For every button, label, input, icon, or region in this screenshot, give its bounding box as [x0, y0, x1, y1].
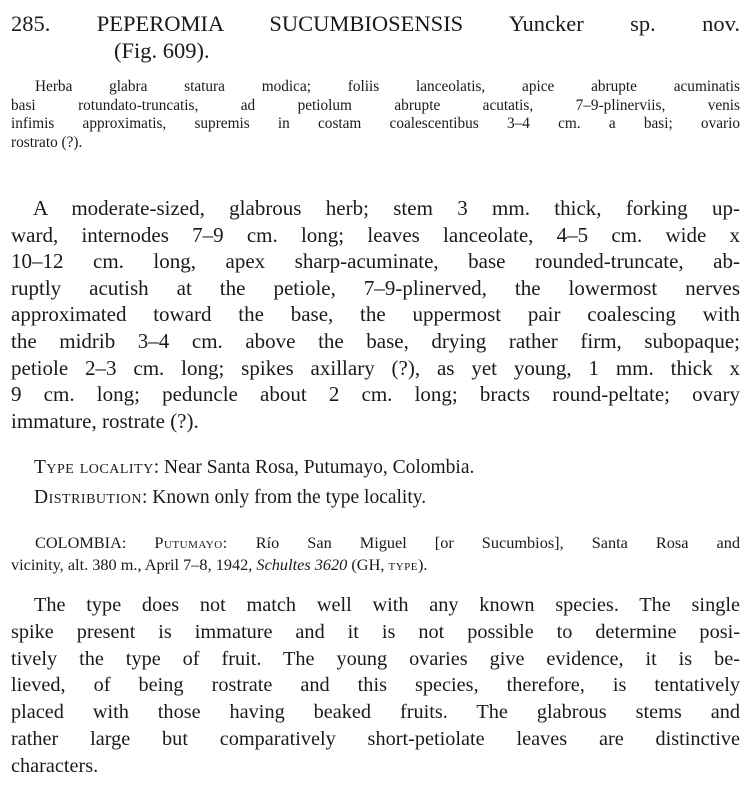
discussion-line: placed with those having beaked fruits. The glabrous stems and [11, 701, 740, 724]
discussion-line: rather large but comparatively short-petiolate leaves are distinctive [11, 727, 740, 750]
species-status: sp. nov. [630, 11, 741, 36]
herbarium-close: ). [417, 554, 428, 574]
distribution: Distribution: Known only from the type locality. [34, 487, 427, 508]
english-description [11, 195, 740, 434]
specimen-region: Putumayo: [154, 533, 228, 552]
type-tag: type [388, 554, 418, 574]
specimen-country: COLOMBIA: [35, 533, 127, 552]
species-number: 285. [11, 11, 51, 36]
latin-line: rostrato (?). [11, 134, 83, 152]
specimen-citation [11, 532, 740, 575]
species-name: PEPEROMIA SUCUMBIOSENSIS [96, 11, 464, 36]
latin-line: infimis approximatis, supremis in costam coalescentibus 3–4 cm. a basi; ovario [11, 115, 740, 133]
specimen-line-1 [11, 532, 740, 554]
figure-reference: (Fig. 609). [114, 38, 210, 63]
description-line: ward, internodes 7–9 cm. long; leaves lanceolate, 4–5 cm. wide x [11, 222, 740, 247]
type-locality-text: Near Santa Rosa, Putumayo, Colombia. [164, 457, 475, 478]
description-line: immature, rostrate (?). [11, 408, 199, 433]
latin-line: Herba glabra statura modica; foliis lanceolatis, apice abrupte acuminatis [35, 78, 740, 95]
specimen-line-2 [11, 554, 740, 576]
herbarium-open: (GH, [351, 554, 385, 574]
distribution-text: Known only from the type locality. [152, 487, 427, 508]
distribution-label: Distribution [34, 487, 142, 508]
description-line: the midrib 3–4 cm. above the base, drying rather firm, subopaque; [11, 328, 740, 353]
heading-line-1 [11, 10, 740, 37]
latin-diagnosis [11, 78, 740, 153]
discussion-line: The type does not match well with any known species. The single [34, 594, 740, 616]
discussion-line: lieved, of being rostrate and this species, therefore, is tentatively [11, 674, 740, 697]
description-line: approximated toward the base, the uppermost pair coalescing with [11, 302, 740, 327]
discussion-line: characters. [11, 754, 99, 777]
specimen-locality: Río San Miguel [or Sucumbios], Santa Rosa and [255, 533, 740, 552]
description-line: petiole 2–3 cm. long; spikes axillary (?), as yet young, 1 mm. thick x [11, 355, 740, 380]
description-line: 10–12 cm. long, apex sharp-acuminate, base rounded-truncate, ab- [11, 249, 740, 274]
specimen-collector: Schultes 3620 [256, 554, 348, 574]
description-line: A moderate-sized, glabrous herb; stem 3 mm. thick, forking up- [33, 196, 740, 220]
discussion-line: spike present is immature and it is not possible to determine posi- [11, 620, 740, 643]
description-line: 9 cm. long; peduncle about 2 cm. long; bracts round-peltate; ovary [11, 382, 740, 407]
type-locality-label: Type locality [34, 457, 154, 478]
specimen-details: vicinity, alt. 380 m., April 7–8, 1942, [11, 554, 253, 574]
discussion-line: tively the type of fruit. The young ovaries give evidence, it is be- [11, 647, 740, 670]
latin-line: basi rotundato-truncatis, ad petiolum abrupte acutatis, 7–9-plinerviis, venis [11, 96, 740, 114]
species-author: Yuncker [508, 11, 584, 36]
type-locality: Type locality: Near Santa Rosa, Putumayo, Colombia. [34, 457, 475, 478]
discussion [11, 592, 740, 780]
description-line: ruptly acutish at the petiole, 7–9-plinerved, the lowermost nerves [11, 275, 740, 300]
species-heading [11, 10, 740, 64]
